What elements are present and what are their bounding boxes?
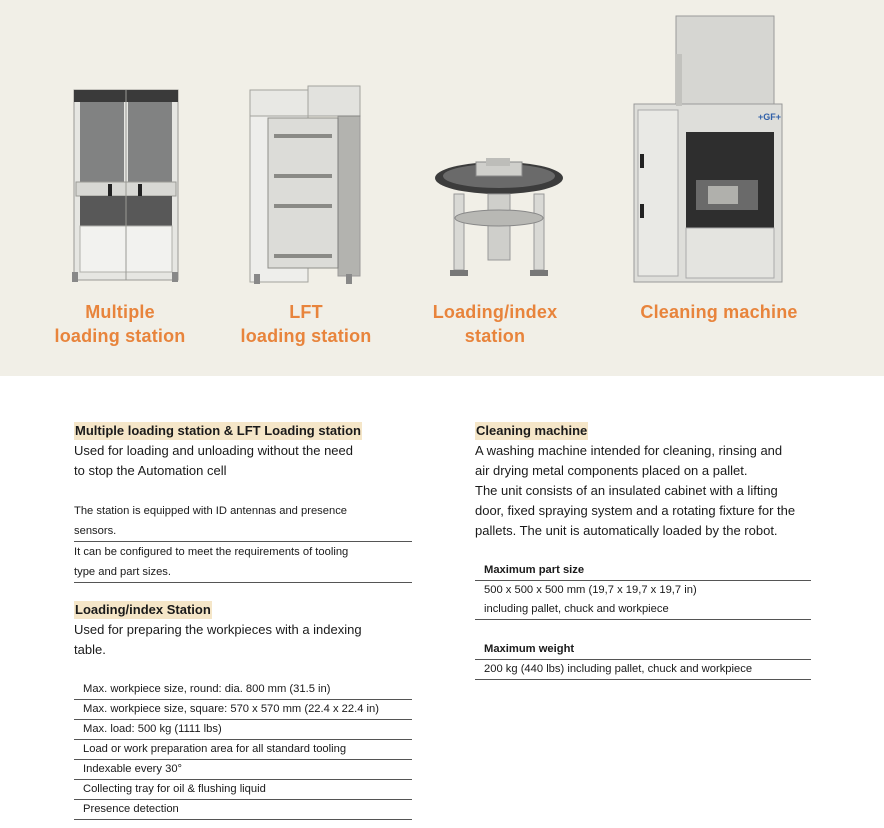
spec-row: Collecting tray for oil & flushing liquid xyxy=(74,780,412,800)
product-caption-cleaning xyxy=(619,300,819,324)
spec-row: Load or work preparation area for all standard tooling xyxy=(74,740,412,760)
note-line: The station is equipped with ID antennas and presence xyxy=(74,505,348,517)
spec-row: Indexable every 30° xyxy=(74,760,412,780)
spec-row: Max. workpiece size, square: 570 x 570 mm (22.4 x 22.4 in) xyxy=(74,700,412,720)
spec-list xyxy=(74,680,412,820)
section-desc-line: pallets. The unit is automatically loaded by the robot. xyxy=(475,523,778,538)
max-part-size-value: 500 x 500 x 500 mm (19,7 x 19,7 x 19,7 in) xyxy=(484,584,697,596)
section-desc-line: A washing machine intended for cleaning, rinsing and xyxy=(475,443,783,458)
caption-line2: station xyxy=(464,326,526,346)
section-desc-line: Used for preparing the workpieces with a indexing xyxy=(74,622,362,637)
section-heading: Cleaning machine xyxy=(476,423,588,438)
section-desc-line: table. xyxy=(74,642,106,657)
note-line: It can be configured to meet the requirements of tooling xyxy=(74,546,349,558)
section-desc-line: to stop the Automation cell xyxy=(74,463,227,478)
section-multiple-lft xyxy=(74,420,412,583)
section-heading: Loading/index Station xyxy=(75,602,211,617)
spec-row: Max. load: 500 kg (1111 lbs) xyxy=(74,720,412,740)
product-caption-loading-index xyxy=(415,300,575,348)
max-part-size-label: Maximum part size xyxy=(475,561,811,581)
gf-logo: +GF+ xyxy=(758,112,782,122)
section-heading: Multiple loading station & LFT Loading station xyxy=(75,423,361,438)
multiple-loading-station-image xyxy=(68,86,183,286)
caption-line1: Cleaning machine xyxy=(640,302,798,322)
product-hero-banner xyxy=(0,0,884,376)
max-weight-value: 200 kg (440 lbs) including pallet, chuck and workpiece xyxy=(475,660,811,680)
caption-line1: Loading/index xyxy=(432,302,558,322)
section-cleaning-machine xyxy=(475,420,811,680)
product-caption-multiple xyxy=(40,300,200,348)
note-line: sensors. xyxy=(74,521,412,542)
lft-loading-station-image xyxy=(246,84,364,286)
caption-line2: loading station xyxy=(240,326,372,346)
section-desc-line: air drying metal components placed on a pallet. xyxy=(475,463,748,478)
section-desc-line: Used for loading and unloading without the need xyxy=(74,443,353,458)
cleaning-machine-image xyxy=(632,14,784,286)
note-line: type and part sizes. xyxy=(74,562,412,583)
spec-row: Max. workpiece size, round: dia. 800 mm (31.5 in) xyxy=(74,680,412,700)
section-desc-line: door, fixed spraying system and a rotating fixture for the xyxy=(475,503,796,518)
max-weight-label: Maximum weight xyxy=(475,640,811,660)
caption-line2: loading station xyxy=(54,326,186,346)
section-loading-index xyxy=(74,599,412,820)
caption-line1: Multiple xyxy=(85,302,155,322)
max-part-size-value: including pallet, chuck and workpiece xyxy=(475,600,811,620)
spec-row: Presence detection xyxy=(74,800,412,820)
loading-index-station-image xyxy=(432,156,566,284)
section-desc-line: The unit consists of an insulated cabinet with a lifting xyxy=(475,483,778,498)
product-caption-lft xyxy=(226,300,386,348)
caption-line1: LFT xyxy=(289,302,323,322)
